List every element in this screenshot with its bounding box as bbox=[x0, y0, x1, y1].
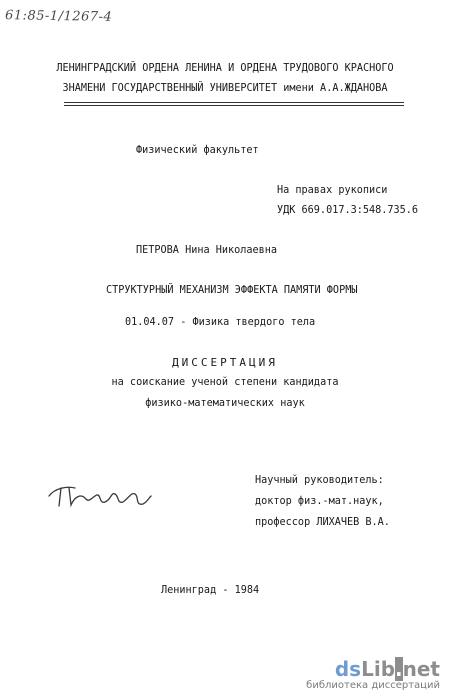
dslib-watermark bbox=[306, 659, 440, 691]
header-line-2: ЗНАМЕНИ ГОСУДАРСТВЕННЫЙ УНИВЕРСИТЕТ имени А.А.ЖДАНОВА bbox=[62, 83, 388, 94]
header-line-1: ЛЕНИНГРАДСКИЙ ОРДЕНА ЛЕНИНА И ОРДЕНА ТРУДОВОГО КРАСНОГО bbox=[56, 63, 394, 74]
header-rule-top bbox=[64, 102, 404, 103]
degree-line-1: на соискание ученой степени кандидата bbox=[111, 377, 339, 388]
supervisor-degree: доктор физ.-мат.наук, bbox=[255, 496, 384, 507]
signature-stroke bbox=[49, 487, 151, 506]
specialty: 01.04.07 - Физика твердого тела bbox=[125, 317, 316, 328]
header-rule-bottom bbox=[64, 105, 404, 106]
place-and-year: Ленинград - 1984 bbox=[161, 585, 260, 596]
handwritten-archive-code: 61:85-1/1267-4 bbox=[4, 8, 113, 25]
author-name: ПЕТРОВА Нина Николаевна bbox=[136, 245, 278, 256]
watermark-subtitle: библиотека диссертаций bbox=[306, 680, 440, 691]
dslib-logo: dsLib.net bbox=[334, 657, 440, 681]
udc-code: УДК 669.017.3:548.735.6 bbox=[277, 205, 419, 216]
faculty-name: Физический факультет bbox=[136, 145, 259, 156]
dissertation-title: СТРУКТУРНЫЙ МЕХАНИЗМ ЭФФЕКТА ПАМЯТИ ФОРМЫ bbox=[106, 285, 358, 296]
manuscript-rights: На правах рукописи bbox=[277, 185, 388, 196]
supervisor-name: профессор ЛИХАЧЕВ В.А. bbox=[255, 517, 390, 528]
supervisor-label: Научный руководитель: bbox=[255, 475, 384, 486]
dissertation-label: ДИССЕРТАЦИЯ bbox=[172, 356, 278, 369]
author-signature bbox=[45, 478, 155, 514]
degree-line-2: физико-математических наук bbox=[145, 398, 305, 409]
